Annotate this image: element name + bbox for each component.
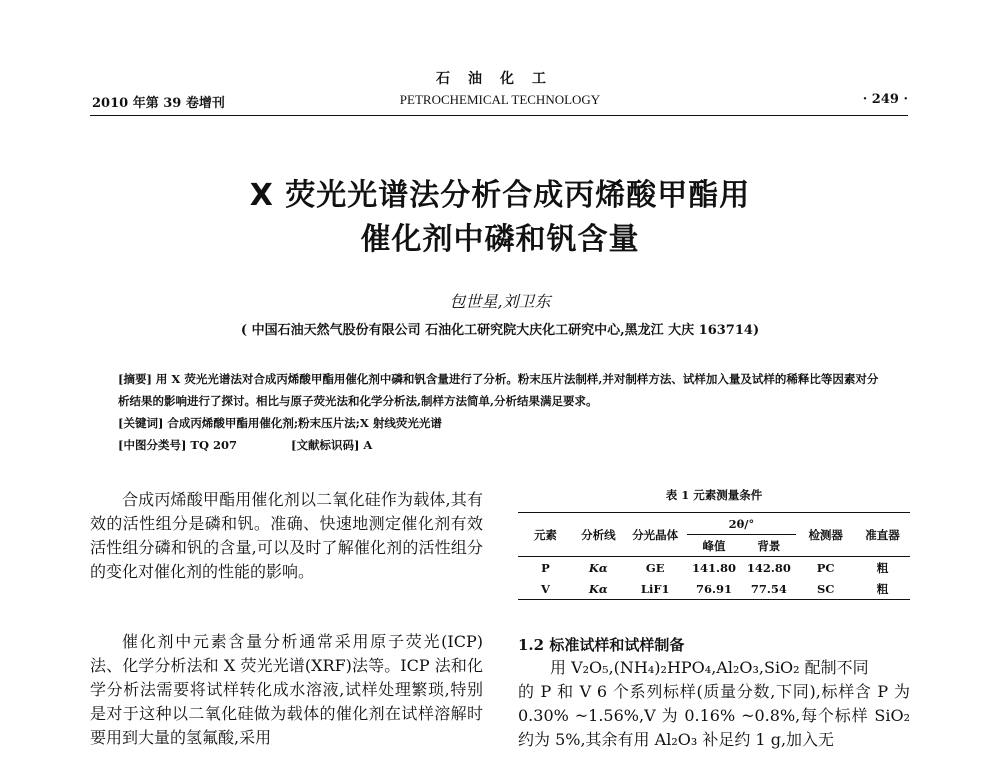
classification — [118, 434, 888, 456]
section-paragraph-first-line: 用 V₂O₅,(NH₄)₂HPO₄,Al₂O₃,SiO₂ 配制不同 — [550, 658, 869, 677]
th-peak: 峰值 — [687, 535, 742, 557]
cell-background: 142.80 — [746, 560, 791, 575]
class-value: TQ 207 — [190, 438, 237, 452]
th-background: 背景 — [741, 535, 796, 557]
cell-line: Kα — [573, 578, 624, 600]
page-number: · 249 · — [862, 92, 908, 107]
abstract — [118, 368, 888, 412]
cell-peak: 141.80 — [691, 560, 736, 575]
th-crystal: 分光晶体 — [624, 513, 687, 557]
section-heading: 1.2 标准试样和试样制备 — [518, 636, 685, 654]
body-paragraph-2: 催化剂中元素含量分析通常采用原子荧光(ICP)法、化学分析法和 X 荧光光谱(XRF)法等。ICP 法和化学分析法需要将试样转化成水溶液,试样处理繁琐,特别是对于这种以二氧化硅做为载体的催化剂在试样溶解时要用到大量的氢氟酸,采用 — [90, 632, 483, 747]
section-paragraph — [518, 656, 910, 752]
measurement-table — [518, 512, 910, 600]
keywords-text: 合成丙烯酸甲酯用催化剂;粉末压片法;X 射线荧光光谱 — [167, 416, 442, 430]
keywords-label: [关键词] — [118, 416, 164, 430]
journal-name-cn: 石油化工 — [436, 71, 564, 87]
keywords — [118, 412, 888, 434]
table-row — [518, 578, 910, 600]
paper-title-line2: 催化剂中磷和钒含量 — [360, 222, 640, 257]
journal-name-en: PETROCHEMICAL TECHNOLOGY — [399, 92, 601, 107]
cell-element: P — [541, 560, 550, 575]
affiliation: ( 中国石油天然气股份有限公司 石油化工研究院大庆化工研究中心,黑龙江 大庆 163714) — [240, 323, 760, 338]
abstract-label: [摘要] — [118, 372, 152, 386]
th-two-theta: 2θ/° — [687, 513, 797, 535]
authors: 包世星,刘卫东 — [449, 292, 551, 311]
table-row — [518, 557, 910, 579]
issue-info: 2010 年第 39 卷增刊 — [92, 96, 225, 111]
cell-detector: SC — [796, 578, 855, 600]
doc-code-value: A — [363, 438, 373, 452]
cell-element: V — [518, 578, 573, 600]
th-line: 分析线 — [573, 513, 624, 557]
th-element: 元素 — [518, 513, 573, 557]
cell-peak: 76.91 — [687, 578, 742, 600]
th-collimator: 准直器 — [855, 513, 910, 557]
cell-crystal: GE — [645, 560, 665, 575]
body-paragraph-1: 合成丙烯酸甲酯用催化剂以二氧化硅作为载体,其有效的活性组分是磷和钒。准确、快速地测定催化剂有效活性组分磷和钒的含量,可以及时了解催化剂的活性组分的变化对催化剂的性能的影响。 — [90, 490, 483, 581]
paper-title-line1: X 荧光光谱法分析合成丙烯酸甲酯用 — [249, 178, 751, 213]
cell-collimator: 粗 — [876, 560, 889, 575]
section-paragraph-rest: 的 P 和 V 6 个系列标样(质量分数,下同),标样含 P 为 0.30% ~1.56%,V 为 0.16% ~0.8%,每个标样 SiO₂ 约为 5%,其余有用 Al₂O₃ 补足约 1 g,加入无 — [518, 682, 910, 749]
abstract-text: 用 X 荧光光谱法对合成丙烯酸甲酯用催化剂中磷和钒含量进行了分析。粉末压片法制样,并对制样方法、试样加入量及试样的稀释比等因素对分析结果的影响进行了探讨。相比与原子荧光法和化学分析法,制样方法简单,分析结果满足要求。 — [118, 372, 879, 408]
table-caption: 表 1 元素测量条件 — [665, 488, 763, 502]
cell-detector: PC — [816, 560, 835, 575]
cell-background: 77.54 — [741, 578, 796, 600]
class-label: [中图分类号] — [118, 438, 187, 452]
cell-crystal: LiF1 — [624, 578, 687, 600]
cell-line: Kα — [588, 560, 608, 575]
cell-collimator: 粗 — [855, 578, 910, 600]
doc-code-label: [文献标识码] — [291, 438, 360, 452]
header-rule — [90, 115, 908, 116]
th-detector: 检测器 — [796, 513, 855, 557]
